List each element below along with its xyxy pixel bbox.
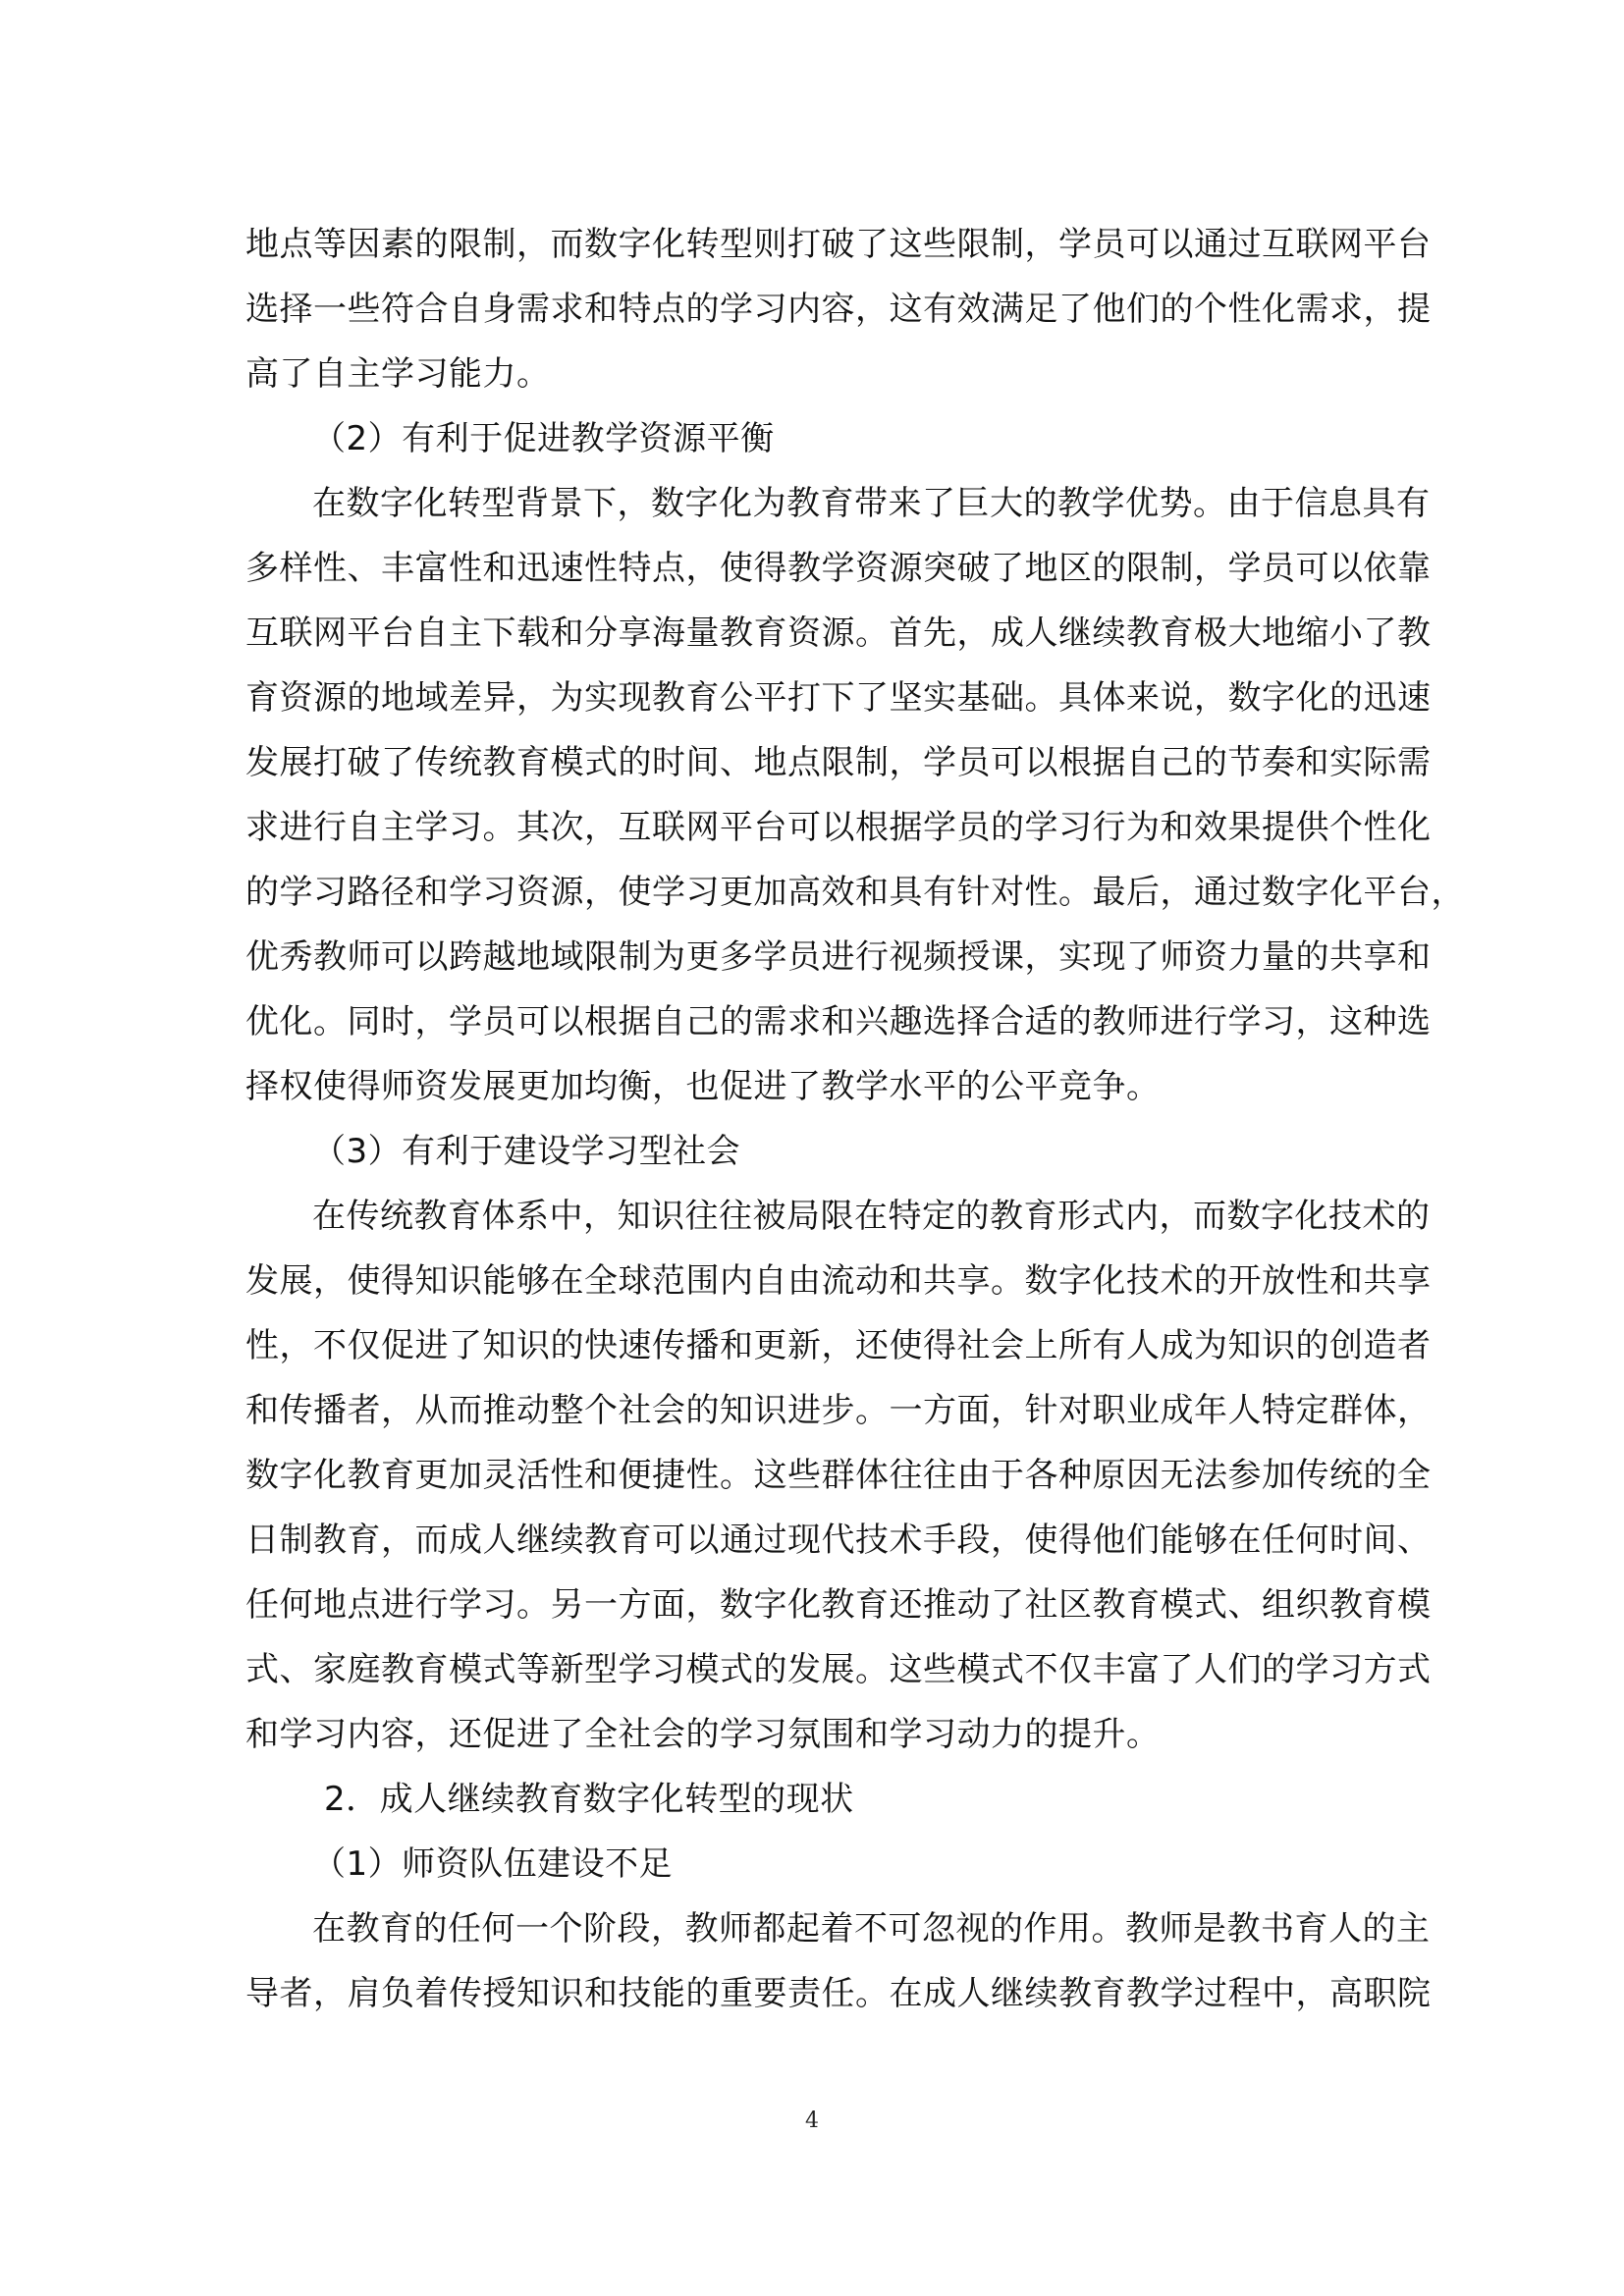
text-line: 导者，肩负着传授知识和技能的重要责任。在成人继续教育教学过程中，高职院 — [245, 1974, 1432, 2013]
text-line: 选择一些符合自身需求和特点的学习内容，这有效满足了他们的个性化需求，提 — [245, 290, 1432, 329]
text-line: 和学习内容，还促进了全社会的学习氛围和学习动力的提升。 — [245, 1715, 1161, 1754]
text-line: 择权使得师资发展更加均衡，也促进了教学水平的公平竞争。 — [245, 1067, 1161, 1106]
section-heading: 2．成人继续教育数字化转型的现状 — [324, 1780, 854, 1819]
text-line: 地点等因素的限制，而数字化转型则打破了这些限制，学员可以通过互联网平台 — [245, 225, 1432, 264]
text-line: 发展，使得知识能够在全球范围内自由流动和共享。数字化技术的开放性和共享 — [245, 1261, 1432, 1301]
text-line: 在数字化转型背景下，数字化为教育带来了巨大的教学优势。由于信息具有 — [312, 484, 1431, 523]
text-line: 在传统教育体系中，知识往往被局限在特定的教育形式内，而数字化技术的 — [312, 1197, 1431, 1236]
text-line: 育资源的地域差异，为实现教育公平打下了坚实基础。具体来说，数字化的迅速 — [245, 678, 1432, 718]
text-line: 多样性、丰富性和迅速性特点，使得教学资源突破了地区的限制，学员可以依靠 — [245, 549, 1432, 588]
section-heading: （1）师资队伍建设不足 — [312, 1844, 674, 1884]
text-line: 日制教育，而成人继续教育可以通过现代技术手段，使得他们能够在任何时间、 — [245, 1521, 1432, 1560]
text-line: 发展打破了传统教育模式的时间、地点限制，学员可以根据自己的节奏和实际需 — [245, 743, 1432, 782]
page-number: 4 — [805, 2109, 819, 2133]
text-line: 高了自主学习能力。 — [245, 354, 551, 394]
section-heading: （2）有利于促进教学资源平衡 — [312, 419, 775, 458]
text-line: 优化。同时，学员可以根据自己的需求和兴趣选择合适的教师进行学习，这种选 — [245, 1002, 1432, 1041]
text-line: 互联网平台自主下载和分享海量教育资源。首先，成人继续教育极大地缩小了教 — [245, 614, 1432, 653]
text-line: 优秀教师可以跨越地域限制为更多学员进行视频授课，实现了师资力量的共享和 — [245, 937, 1432, 977]
text-line: 性，不仅促进了知识的快速传播和更新，还使得社会上所有人成为知识的创造者 — [245, 1326, 1432, 1365]
section-heading: （3）有利于建设学习型社会 — [312, 1132, 741, 1171]
text-line: 和传播者，从而推动整个社会的知识进步。一方面，针对职业成年人特定群体， — [245, 1391, 1432, 1430]
text-line: 数字化教育更加灵活性和便捷性。这些群体往往由于各种原因无法参加传统的全 — [245, 1456, 1432, 1495]
text-line: 任何地点进行学习。另一方面，数字化教育还推动了社区教育模式、组织教育模 — [245, 1585, 1432, 1625]
text-line: 在教育的任何一个阶段，教师都起着不可忽视的作用。教师是教书育人的主 — [312, 1909, 1431, 1949]
body-text — [245, 212, 1465, 2026]
text-line: 求进行自主学习。其次，互联网平台可以根据学员的学习行为和效果提供个性化 — [245, 808, 1432, 847]
text-line: 式、家庭教育模式等新型学习模式的发展。这些模式不仅丰富了人们的学习方式 — [245, 1650, 1432, 1689]
text-line: 的学习路径和学习资源，使学习更加高效和具有针对性。最后，通过数字化平台， — [245, 873, 1465, 912]
